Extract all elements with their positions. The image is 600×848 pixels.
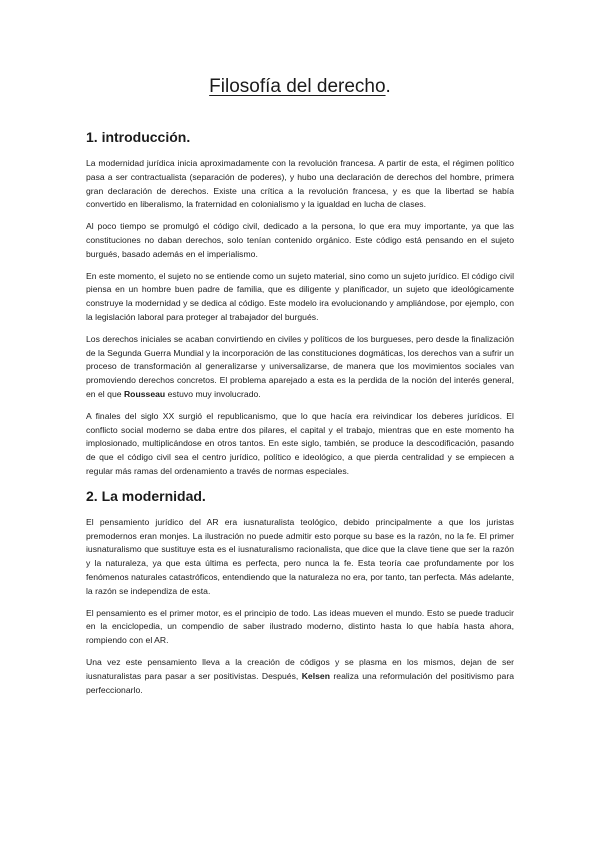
paragraph: La modernidad jurídica inicia aproximadamente con la revolución francesa. A partir de esta, el régimen político pasa a ser contractualista (separación de poderes), y hubo una declaración de derechos del hombre, primera gran declaración de derechos. Existe una crítica a la revolución francesa, y es que la libertad se había convertido en liberalismo, la fraternidad en colonialismo y la igualdad en lucha de clases. [86,158,514,210]
section-heading-introduccion: 1. introducción. [86,129,191,145]
section-heading-modernidad: 2. La modernidad. [86,487,206,504]
bold-name-rousseau: Rousseau [123,388,166,399]
paragraph: El pensamiento es el primer motor, es el principio de todo. Las ideas mueven el mundo. Esto se puede traducir en la enciclopedia, un compendio de saber ilustrado moderno, distinto hasta lo que había hasta ahora, rompiendo con el AR. [86,607,514,646]
paragraph-text: Los derechos iniciales se acaban convirtiendo en civiles y políticos de los burgueses, pero desde la finalización de la Segunda Guerra Mundial y la incorporación de las constituciones dogmáticas, los derechos van a sufrir un proceso de transformación al generalizarse y universalizarse, de manera que los movimientos sociales van promoviendo derechos concretos. El problema aparejado a esta es la perdida de la noción del interés general, en el que [86,333,514,399]
bold-name-kelsen: Kelsen [301,670,331,681]
document-title [0,74,600,100]
document-body [86,128,514,705]
paragraph [86,333,514,402]
document-title-suffix: . [385,76,391,97]
paragraph: Al poco tiempo se promulgó el código civil, dedicado a la persona, lo que era muy importante, ya que las constituciones no daban derechos, solo tenían contenido orgánico. Este código está pensando en el sujeto burgués, basado además en el imperialismo. [86,221,514,259]
document-title-text: Filosofía del derecho [209,76,386,97]
paragraph-text: Una vez este pensamiento lleva a la creación de códigos y se plasma en los mismos, dejan de ser iusnaturalistas para pasar a ser positivistas. Después, [86,656,514,681]
paragraph: En este momento, el sujeto no se entiende como un sujeto material, sino como un sujeto jurídico. El código civil piensa en un hombre buen padre de familia, que es diligente y planificador, un sujeto que ideológicamente construye la modernidad y se dedica al código. Este modelo ira evolucionando y ampliándose, por ejemplo, con la legislación laboral para proteger al trabajador del burgués. [86,270,514,322]
paragraph-text: realiza una reformulación del positivismo para perfeccionarlo. [86,670,514,695]
paragraph [86,656,514,697]
paragraph: A finales del siglo XX surgió el republicanismo, que lo que hacía era reivindicar los deberes jurídicos. El conflicto social moderno se daba entre dos pilares, el capital y el trabajo, mientras que en este momento ha implosionado, multiplicándose en otros tantos. En este siglo, también, se produce la descodificación, pasando de que el código civil sea el centro jurídico, político e ideológico, a que pierda centralidad y se empiecen a regular más ramas del ordenamiento a través de normas especiales. [86,410,514,476]
paragraph: El pensamiento jurídico del AR era iusnaturalista teológico, debido principalmente a que los juristas premodernos eran monjes. La ilustración no puede admitir esto porque su base es la razón, no la fe. El primer iusnaturalismo que sustituye esta es el iusnaturalismo racionalista, que dice que la clave tiene que ser la razón y la naturaleza, ya que esta última es perfecta, pero nunca la fe. Esta teoría cae profundamente por los fenómenos naturales catastróficos, entendiendo que la naturaleza no era, por tanto, tan perfecta. Más adelante, la razón se independiza de esta. [86,516,514,596]
paragraph-text: estuvo muy involucrado. [165,388,261,399]
